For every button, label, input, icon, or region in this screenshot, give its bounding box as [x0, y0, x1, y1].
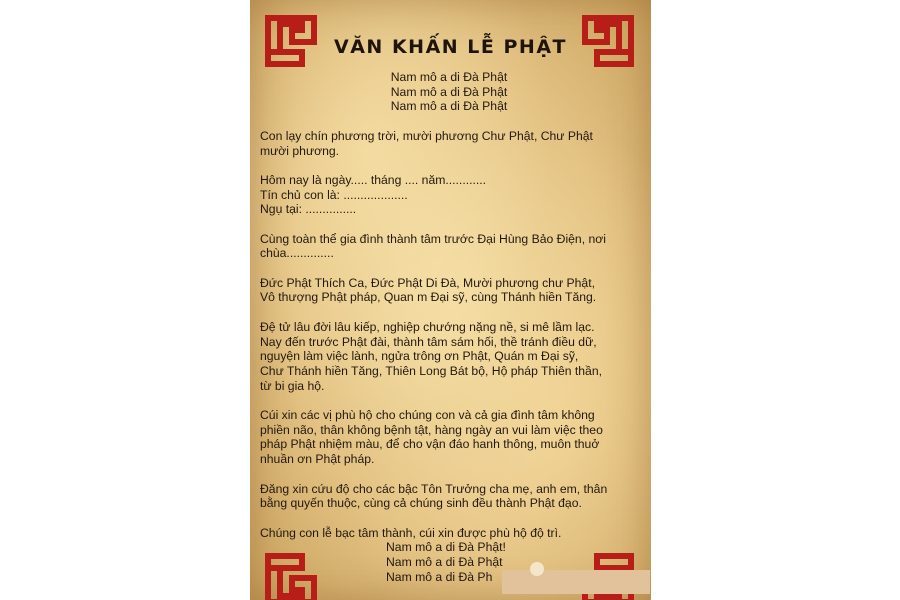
paragraph — [260, 482, 648, 511]
paragraph — [260, 129, 648, 158]
document-title: VĂN KHẤN LỄ PHẬT — [334, 36, 567, 58]
chant-line: Nam mô a di Đà Phật — [390, 99, 508, 114]
text-line: Cùng toàn thể gia đình thành tâm trước Đại Hùng Bảo Điện, nơi — [260, 231, 606, 246]
chant-line: Nam mô a di Đà Phật — [390, 70, 508, 84]
text-line: Hôm nay là ngày..... tháng .... năm............ — [260, 172, 487, 187]
watermark-dot — [530, 562, 544, 576]
closing-line: Chúng con lễ bạc tâm thành, cúi xin được phù hộ độ trì. — [260, 525, 562, 540]
paragraph — [260, 173, 648, 217]
text-line: Đăng xin cứu độ cho các bậc Tôn Trưởng cha mẹ, anh em, thân — [260, 481, 608, 496]
prayer-text — [260, 70, 648, 584]
text-line: Vô thượng Phật pháp, Quan m Đại sỹ, cùng Thánh hiền Tăng. — [260, 290, 597, 305]
text-line: nhuần ơn Phật pháp. — [260, 452, 375, 467]
paragraph — [260, 232, 648, 261]
chant-line: Nam mô a di Đà Phật — [390, 84, 508, 99]
text-line: phiền não, thân không bệnh tật, hàng ngày an vui làm việc theo — [260, 422, 603, 437]
chant-line: Nam mô a di Đà Phật! — [386, 540, 506, 555]
text-line: mười phương. — [260, 143, 340, 158]
paragraph — [260, 276, 648, 305]
text-line: bằng quyến thuộc, cùng cả chúng sinh đều thành Phật đạo. — [260, 496, 582, 511]
text-line: Tín chủ con là: ................... — [260, 187, 408, 202]
chant-line: Nam mô a di Đà Phật — [386, 555, 503, 570]
text-line: Ngụ tại: ............... — [260, 202, 357, 217]
opening-chant — [260, 70, 648, 114]
text-line: chùa.............. — [260, 246, 334, 261]
paragraph — [260, 320, 648, 394]
paragraph — [260, 408, 648, 467]
watermark-patch — [502, 570, 650, 594]
text-line: nguyện làm việc lành, ngửa trông ơn Phật, Quán m Đại sỹ, — [260, 349, 579, 364]
chant-line: Nam mô a di Đà Ph — [386, 569, 493, 584]
text-line: Đệ tử lâu đời lâu kiếp, nghiệp chướng nặng nề, si mê lầm lạc. — [260, 319, 595, 334]
text-line: từ bi gia hộ. — [260, 378, 325, 393]
text-line: Chư Thánh hiền Tăng, Thiên Long Bát bộ, Hộ pháp Thiên thần, — [260, 363, 602, 378]
text-line: pháp Phật nhiệm màu, để cho vận đáo hanh thông, muôn thuở — [260, 437, 600, 452]
text-line: Con lạy chín phương trời, mười phương Chư Phật, Chư Phật — [260, 128, 593, 143]
text-line: Đức Phật Thích Ca, Đức Phật Di Đà, Mười phương chư Phật, — [260, 275, 595, 290]
prayer-scroll — [250, 0, 651, 600]
text-line: Nay đến trước Phật đài, thành tâm sám hối, thề tránh điều dữ, — [260, 334, 597, 349]
text-line: Cúi xin các vị phù hộ cho chúng con và cả gia đình tâm không — [260, 408, 595, 423]
